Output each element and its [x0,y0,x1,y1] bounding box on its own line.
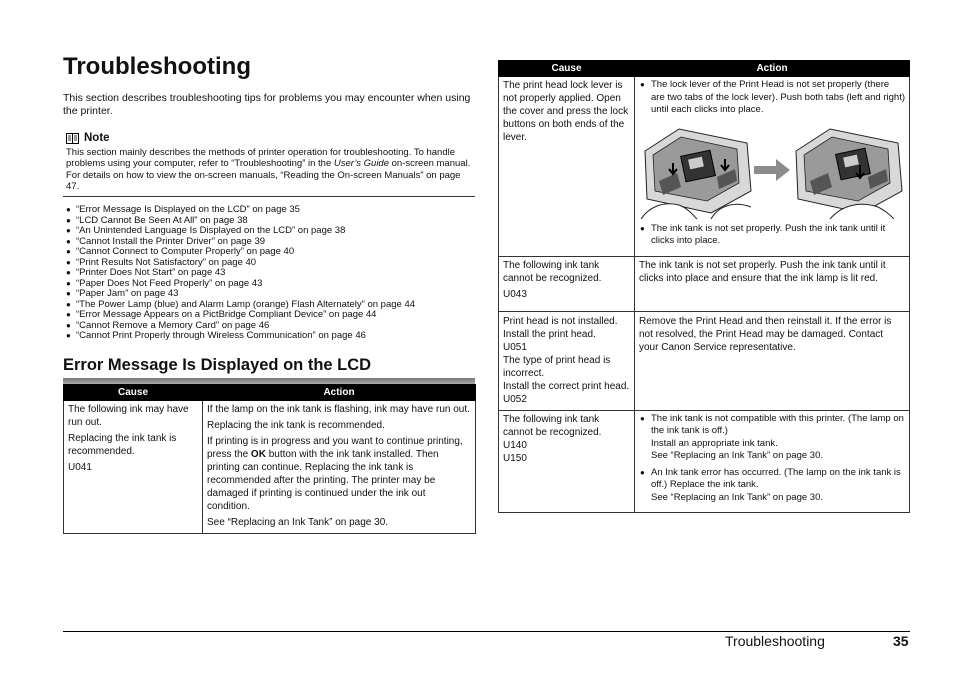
section-heading: Error Message Is Displayed on the LCD [63,355,372,374]
left-error-table [63,384,476,534]
topic-link-list [66,205,475,342]
users-guide-name: User’s Guide [333,158,389,170]
action-header: Action [203,385,476,401]
action-reference[interactable]: See “Replacing an Ink Tank” on page 30. [651,491,823,503]
action-bullet: ● The lock lever of the Print Head is not set properly (there are two tabs of the lock lever). Push both tabs (left and right) until each clicks into place. [639,79,905,117]
table-header-row [64,385,476,401]
print-head-before-image [639,121,754,219]
action-text-part: If printing is in progress and you want to continue printing, press the [207,436,463,460]
topic-link[interactable]: ● “Cannot Connect to Computer Properly” on page 40 [66,247,475,258]
cause-cell [64,401,203,534]
error-code: U043 [503,288,527,300]
cause-text: The following ink may have run out. [68,404,189,428]
action-reference[interactable]: See “Replacing an Ink Tank” on page 30. [207,517,389,528]
topic-link[interactable]: ● “Paper Does Not Feed Properly” on page 43 [66,279,475,290]
topic-link[interactable]: ● “Error Message Is Displayed on the LCD” on page 35 [66,205,475,216]
cause-cell [499,410,635,513]
action-bullet [639,467,905,505]
topic-link[interactable]: ● “Cannot Install the Printer Driver” on page 39 [66,237,475,248]
note-text [66,147,475,192]
cause-text: The type of print head is incorrect. [503,354,611,379]
error-code: U041 [68,462,92,473]
table-row [499,311,910,410]
note-label: Note [84,132,110,144]
page-number: 35 [893,633,909,649]
table-row [499,77,910,257]
action-text: ● The ink tank is not compatible with this printer. (The lamp on the ink tank is off.) [651,412,904,436]
action-cell [635,410,910,513]
error-code: U150 [503,452,527,464]
note-box [63,132,475,197]
print-head-illustration [639,121,905,219]
note-heading [66,132,475,144]
action-bullet: ● The ink tank is not set properly. Push the ink tank until it clicks into place. [639,223,905,248]
action-reference[interactable]: See “Replacing an Ink Tank” on page 30. [651,450,823,461]
cause-text: Print head is not installed. [503,315,618,327]
cause-text: The print head lock lever is not properly applied. Open the cover and press the lock buttons on both ends of the lever. [503,80,629,143]
ok-button-label: OK [250,449,266,460]
action-text: Install an appropriate ink tank. [651,437,778,449]
action-cell [635,77,910,257]
action-bullet [639,413,905,463]
cause-text: The following ink tank cannot be recognized. [503,259,602,284]
topic-link[interactable]: ● “Paper Jam” on page 43 [66,289,475,300]
error-code: U140 [503,439,527,451]
topic-link[interactable]: ● “Print Results Not Satisfactory” on page 40 [66,258,475,269]
topic-link[interactable]: ● “An Unintended Language Is Displayed on the LCD” on page 38 [66,226,475,237]
action-text [207,435,471,513]
arrow-right-icon [754,159,790,181]
right-error-table [498,60,910,513]
table-row [64,401,476,534]
action-text: The ink tank is not set properly. Push the ink tank until it clicks into place and ensure that the ink lamp is lit red. [639,259,886,284]
note-text-part: on-screen manual. For details on how to view the on-screen manuals, “Reading the On-screen Manuals” on page 47. [66,158,471,192]
action-text: Remove the Print Head and then reinstall it. If the error is not resolved, the Print Head may be damaged. Contact your Canon Service representative. [639,315,892,353]
error-code: U052 [503,393,527,405]
topic-link[interactable]: ● “The Power Lamp (blue) and Alarm Lamp (orange) Flash Alternately” on page 44 [66,300,475,311]
print-head-after-image [790,121,905,219]
page-title: Troubleshooting [63,53,251,80]
topic-link[interactable]: ● “LCD Cannot Be Seen At All” on page 38 [66,216,475,227]
action-text-part: button with the ink tank installed. Then printing can continue. Replacing the ink tank is recommended after the printing. The printer may be damaged if printing is continued under the ink out condition. [207,449,439,512]
topic-link[interactable]: ● “Printer Does Not Start” on page 43 [66,268,475,279]
table-row [499,256,910,311]
table-row [499,410,910,513]
footer-rule [63,631,910,632]
topic-link[interactable]: ● “Cannot Print Properly through Wireless Communication” on page 46 [66,331,475,342]
topic-link[interactable]: ● “Error Message Appears on a PictBridge Compliant Device” on page 44 [66,310,475,321]
cause-text: Replacing the ink tank is recommended. [68,433,177,457]
footer-section-name: Troubleshooting [725,633,825,649]
cause-cell [499,77,635,257]
note-icon [66,133,79,144]
action-text: If the lamp on the ink tank is flashing, ink may have run out. [207,404,470,415]
action-text: Replacing the ink tank is recommended. [207,420,385,431]
cause-text: The following ink tank cannot be recognized. [503,413,602,438]
cause-header: Cause [499,61,635,77]
section-underline [63,378,475,384]
table-header-row [499,61,910,77]
intro-text: This section describes troubleshooting tips for problems you may encounter when using the printer. [63,92,471,117]
cause-text: Install the print head. [503,328,596,340]
note-text-part: This section mainly describes the methods of printer operation for troubleshooting. To handle problems using your computer, refer to “Troubleshooting” in the [66,147,456,170]
action-cell [635,311,910,410]
cause-header: Cause [64,385,203,401]
action-cell [203,401,476,534]
left-column [63,52,475,384]
cause-cell [499,311,635,410]
error-code: U051 [503,341,527,353]
cause-cell [499,256,635,311]
action-header: Action [635,61,910,77]
topic-link[interactable]: ● “Cannot Remove a Memory Card” on page 46 [66,321,475,332]
action-cell [635,256,910,311]
cause-text: Install the correct print head. [503,380,630,392]
action-text: ● An Ink tank error has occurred. (The lamp on the ink tank is off.) Replace the ink tank. [651,466,901,490]
